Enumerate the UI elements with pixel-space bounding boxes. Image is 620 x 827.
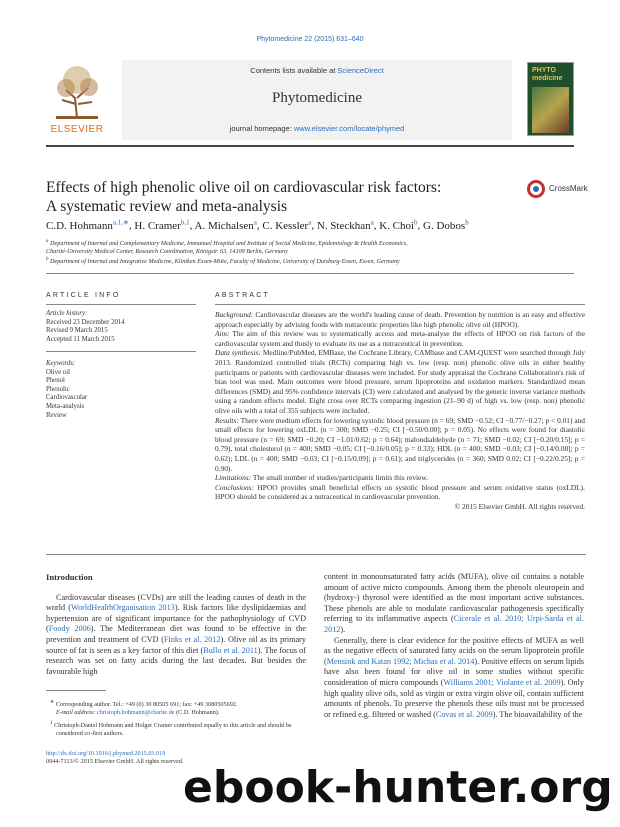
abstract-bottom-rule (46, 554, 586, 555)
author: A. Michalsen$^a$ (194, 218, 257, 232)
citation-link[interactable]: Mensink and Katan 1992; Michas et al. 2014 (326, 656, 475, 666)
abstract-body (215, 310, 585, 511)
affiliation-a: $^a$ Department of Internal and Complementary Medicine, Immanuel Hospital and Institute of Social Medicine, Epidemiology & Health Economics, Charité-University Medical Center, Research Coordination, Königstr. 63, 14109 Berlin, Germany (46, 239, 408, 256)
author: C. Kessler$^a$ (262, 218, 312, 232)
contents-prefix: Contents lists available at (250, 66, 338, 75)
intro-paragraph-3: Generally, there is clear evidence for the positive effects of MUFA as well as the negative effects of saturated fatty acids on the serum lipoprotein profile (Mensink and Katan 1992; Michas et al. 2014). Positive effects on serum lipids have also been found for olive oil in some studies without specific consideration of micro compounds (Williams 2001; Violante et al. 2009). Only high quality olive oils, sold as virgin or extra virgin olive oil, contain sufficient amounts of phenols. To preserve the phenols these oils must not be processed or refined e.g. filtered or washed (Covas et al. 2009). The bioavailability of the (324, 635, 584, 719)
title-line-2: A systematic review and meta-analysis (46, 198, 288, 215)
abstract-rule (215, 304, 585, 305)
affiliation-a-line-1: Department of Internal and Complementary Medicine, Immanuel Hospital and Institute of Social Medicine, Epidemiology & Health Economics, (50, 240, 408, 248)
abstract-conclusions: Conclusions: HPOO provides small beneficial effects on systolic blood pressure and serum oxidative status (oxLDL). HPOO should be considered as a nutraceutical in cardiovascular prevention. (215, 482, 585, 502)
article-title (46, 178, 516, 216)
revised-date: Revised 9 March 2015 (46, 327, 108, 335)
journal-reference[interactable]: Phytomedicine 22 (2015) 631–640 (256, 36, 364, 43)
footnote-corresponding: ∗ Corresponding author. Tel.: +49 (0) 30 80505 691; fax: +49 3080505692. E-mail address: christoph.hohmann@charite.de (C.D. Hohmann). (50, 699, 238, 717)
title-line-1: Effects of high phenolic olive oil on cardiovascular risk factors: (46, 179, 442, 196)
author-list: C.D. Hohmann$^{a,1,∗}$, H. Cramer$^{b,1}$, A. Michalsen$^a$, C. Kessler$^a$, N. Steckhan$^a$, K. Choi$^b$, G. Dobos$^b$ (46, 218, 469, 232)
intro-paragraph-1: Cardiovascular diseases (CVDs) are still the leading causes of death in the world (WorldHealthOrganisation 2013). Risk factors like dyslipidaemias and hypertension are of significant importance for the pathophysiology of CVD (Foody 2006). The Mediterranean diet was found to be effective in the prevention and treatment of CVD (Finks et al. 2012). Olive oil as its primary source of fat is seen as a key factor of this diet (Bullo et al. 2011). The focus of research was set on fatty acids during the last decades. But besides the favourable high (46, 592, 307, 676)
author: G. Dobos$^b$ (423, 218, 469, 232)
abstract-copyright: © 2015 Elsevier GmbH. All rights reserved. (454, 501, 585, 511)
elsevier-wordmark: ELSEVIER (50, 124, 104, 135)
author: N. Steckhan$^a$ (316, 218, 374, 232)
abstract-aim: Aim: The aim of this review was to systematically access and meta-analyse the effects of HPOO on risk factors of the cardiovascular system and thusly to evaluate its use as a nutraceutical in prevention. (215, 329, 585, 348)
intro-right-column (324, 572, 584, 720)
intro-left-column (46, 572, 306, 677)
citation-link[interactable]: WorldHealthOrganisation 2013 (71, 603, 175, 613)
issn-line: 0944-7113/© 2015 Elsevier GmbH. All rights reserved. (46, 758, 184, 765)
received-date: Received 23 December 2014 (46, 318, 125, 326)
journal-cover-image (527, 62, 574, 136)
affiliation-a-line-2: Charité-University Medical Center, Research Coordination, Königstr. 63, 14109 Berlin, Germany (46, 248, 288, 256)
keyword: Phenolic (46, 385, 70, 393)
citation-link[interactable]: Bullo et al. 2011 (203, 645, 258, 655)
crossmark-icon (527, 180, 545, 198)
footnote-rule (46, 690, 106, 691)
header-rule (46, 145, 574, 147)
citation-link[interactable]: Covas et al. 2009 (435, 709, 493, 719)
citation-link[interactable]: Williams 2001; Violante et al. 2009 (443, 677, 561, 687)
doi-link[interactable]: http://dx.doi.org/10.1016/j.phymed.2015.03.019 (46, 750, 166, 757)
keyword: Cardiovascular (46, 394, 88, 402)
cover-title: PHYTO medicine (532, 67, 563, 82)
homepage-prefix: journal homepage: (229, 124, 294, 133)
contents-line (122, 66, 512, 75)
journal-name: Phytomedicine (272, 90, 362, 106)
history-label: Article history: (46, 310, 88, 317)
abstract-limitations: Limitations: The small number of studies/participants limits this review. (215, 473, 429, 483)
author: K. Choi$^b$ (379, 218, 418, 232)
banner-center (122, 60, 512, 140)
article-info-rule (46, 304, 196, 305)
footnotes (46, 698, 306, 740)
article-info-heading: ARTICLE INFO (46, 292, 121, 299)
watermark-text: ebook-hunter.org (183, 762, 613, 813)
abstract-background: Background: Cardiovascular diseases are the world's leading cause of death. Prevention by nutrition is an easy and effective approach especially by advising foods with nutraceutic properties like high phenolic olive oil (HPOO). (215, 310, 585, 329)
abstract-results: Results: There were medium effects for lowering systolic blood pressure (n = 69; SMD −0.52; CI −0.77/−0.27; p < 0.01) and small effects for lowering oxLDL (n = 300; SMD −0.25; CI [−0.50/0.00]; p = 0.05). No effects were found for diastolic blood pressure (n = 69; SMD −0.20; CI −1.01/0.62; p = 0.64); malondialdehyde (n = 71; SMD −0.02; CI [−0.20/0.15]; p = 0.79), total cholesterol (n = 400; SMD −0.05; CI [−0.16/0.05]; p = 0.33); HDL (n = 400; SMD −0.03; CI [−0.14/0.08]; p = 0.62); LDL (n = 400; SMD −0.03; CI [−0.15/0.09]; p = 0.61); and triglycerides (n = 360; SMD 0.02; CI [−0.22/0.25]; p = 0.90). (215, 415, 586, 473)
footnote-equal-contribution: $^1$ Christoph-Daniel Hohmann and Holger Cramer contributed equally to this article and should be considered co-first authors. (50, 720, 292, 738)
author: C.D. Hohmann$^{a,1,∗}$ (46, 218, 129, 232)
affiliation-rule (46, 273, 574, 274)
intro-paragraph-2: content in monounsaturated fatty acids (MUFA), olive oil contains a notable amount of active micro compounds. Among them the phenols oleuropein and (hydroxy-) thyrosol were identified as the most important active substances. These phenols are able to modulate cardiovascular pathogenesis specifically referring to its inflammative aspects (Cicerale et al. 2010; Urpi-Sarda et al. 2012). (324, 572, 585, 634)
homepage-link[interactable]: www.elsevier.com/locate/phymed (293, 124, 405, 133)
affiliation-b-text: Department of Internal and Integrative Medicine, Kliniken Essen-Mitte, Faculty of Medicine, University of Duisburg-Essen, Essen, Germany (50, 258, 400, 266)
citation-link[interactable]: Cicerale et al. 2010; Urpi-Sarda et al. 2012 (324, 614, 585, 634)
keywords-rule (46, 351, 196, 352)
abstract-data-synthesis: Data synthesis: Medline/PubMed, EMBase, the Cochrane Library, CAMbase and CAM-QUEST were searched through July 2013. Randomized controlled trials (RCTs) comparing high vs. low (resp. non) phenolic olive oils in either healthy participants or patients with cardiovascular diseases were included. For study appraisal the Cochrane Collaboration's risk of bias tool was used. Main outcomes were blood pressure, serum lipoproteins and oxidation markers. Standardized mean differences (SMD) and 95% confidence intervals (CI) were calculated and analysed by the generic inverse variance methods using a random effects model. Eight cross over RCTs comparing ingestion (21–90 d) of high vs. low (resp. non) phenolic olive oils with a total of 355 subjects were included. (215, 348, 585, 415)
accepted-date: Accepted 11 March 2015 (46, 335, 115, 343)
keyword: Olive oil (46, 368, 70, 376)
homepage-line (122, 124, 512, 133)
keyword: Meta-analysis (46, 402, 85, 410)
citation-link[interactable]: Finks et al. 2012 (164, 634, 221, 644)
cover-photo (532, 87, 569, 133)
abstract-heading: ABSTRACT (215, 292, 270, 299)
keyword: Review (46, 411, 67, 419)
journal-banner (46, 60, 574, 140)
author: H. Cramer$^{b,1}$ (134, 218, 190, 232)
keywords (46, 360, 196, 420)
introduction-heading: Introduction (46, 572, 93, 582)
crossmark-label: CrossMark (549, 184, 588, 193)
keyword: Phenol (46, 377, 65, 385)
citation-link[interactable]: Foody 2006 (48, 624, 91, 634)
keywords-label: Keywords: (46, 360, 76, 367)
crossmark-button[interactable] (527, 180, 587, 200)
email-link[interactable]: christoph.hohmann@charite.de (97, 709, 175, 717)
sciencedirect-link[interactable]: ScienceDirect (337, 66, 384, 75)
affiliation-b: $^b$ Department of Internal and Integrative Medicine, Kliniken Essen-Mitte, Faculty of Medicine, University of Duisburg-Essen, Essen, Germany (46, 257, 400, 266)
article-history (46, 310, 196, 344)
